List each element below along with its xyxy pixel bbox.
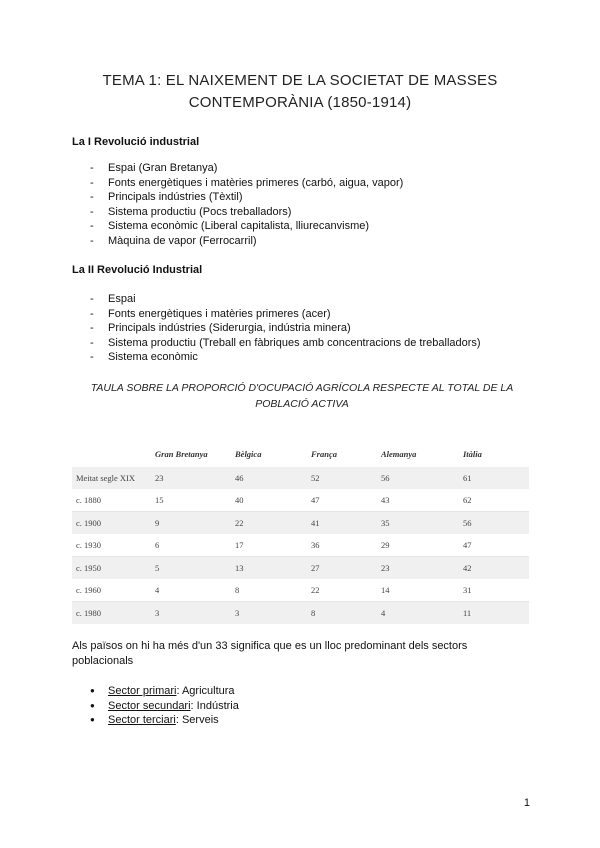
table-header-cell: Alemanya (377, 441, 459, 467)
list-item (90, 713, 239, 728)
table-cell: 43 (377, 489, 459, 512)
list-item: - Principals indústries (Siderurgia, indústria minera) (90, 321, 481, 336)
section-1-list (90, 161, 403, 249)
table-cell: 14 (377, 579, 459, 602)
table-cell: 4 (151, 579, 231, 602)
table-cell: 8 (307, 602, 377, 625)
table-cell: c. 1960 (72, 579, 151, 602)
table-header-cell: Itàlia (459, 441, 529, 467)
table-cell: 40 (231, 489, 307, 512)
list-item: - Fonts energètiques i matèries primeres (acer) (90, 307, 481, 322)
sector-desc: : Serveis (175, 714, 219, 727)
sector-term: Sector primari (108, 685, 177, 697)
sector-list (90, 684, 239, 728)
table-cell: 31 (459, 579, 529, 602)
table-cell: 56 (459, 512, 529, 535)
table-row (72, 579, 529, 602)
table-caption: TAULA SOBRE LA PROPORCIÓ D'OCUPACIÓ AGRÍCOLA RESPECTE AL TOTAL DE LA POBLACIÓ ACTIVA (90, 382, 514, 410)
table-cell: 52 (307, 467, 377, 489)
table-cell: 61 (459, 467, 529, 489)
title-line-2: CONTEMPORÀNIA (1850-1914) (188, 94, 412, 111)
table-cell: c. 1950 (72, 557, 151, 580)
table-cell: 23 (377, 557, 459, 580)
section-2-heading: La II Revolució Industrial (72, 264, 203, 276)
table-cell: c. 1880 (72, 489, 151, 512)
table-cell: 22 (231, 512, 307, 535)
list-item: - Espai (90, 292, 481, 307)
table-header-row (72, 441, 529, 467)
sector-term: Sector terciari (108, 714, 176, 727)
table-header-cell: Bèlgica (231, 441, 307, 467)
table-cell: c. 1930 (72, 534, 151, 557)
list-item: - Sistema productiu (Treball en fàbriques amb concentracions de treballadors) (90, 336, 481, 351)
table-cell: c. 1980 (72, 602, 151, 625)
list-item: - Sistema productiu (Pocs treballadors) (90, 205, 403, 220)
list-item: - Sistema econòmic (Liberal capitalista, lliurecanvisme) (90, 219, 403, 234)
table-cell: 13 (231, 557, 307, 580)
table-cell: Meitat segle XIX (72, 467, 151, 489)
page-title (60, 70, 540, 114)
table-cell: 3 (151, 602, 231, 625)
table-cell: 22 (307, 579, 377, 602)
table-cell: 56 (377, 467, 459, 489)
agricultural-employment-table (72, 441, 529, 624)
sector-desc: : Agricultura (176, 685, 235, 697)
table-header-cell: França (307, 441, 377, 467)
list-item: - Màquina de vapor (Ferrocarril) (90, 234, 403, 249)
list-item: - Principals indústries (Tèxtil) (90, 190, 403, 205)
table-row (72, 534, 529, 557)
table-cell: 62 (459, 489, 529, 512)
table-cell: 42 (459, 557, 529, 580)
table-header-cell: Gran Bretanya (151, 441, 231, 467)
table-cell: 46 (231, 467, 307, 489)
list-item: - Fonts energètiques i matèries primeres (carbó, aigua, vapor) (90, 176, 403, 191)
section-1-heading: La I Revolució industrial (72, 136, 200, 148)
list-item: - Espai (Gran Bretanya) (90, 161, 403, 176)
table-row (72, 489, 529, 512)
table-cell: 5 (151, 557, 231, 580)
sector-term: Sector secundari (108, 699, 191, 712)
section-2-list (90, 292, 481, 365)
table-cell: 11 (459, 602, 529, 625)
table-cell: 4 (377, 602, 459, 625)
table-row (72, 512, 529, 535)
table-cell: 36 (307, 534, 377, 557)
table-row (72, 557, 529, 580)
table-cell: 8 (231, 579, 307, 602)
table-cell: 17 (231, 534, 307, 557)
table-cell: 6 (151, 534, 231, 557)
table-cell: 35 (377, 512, 459, 535)
table-cell: 3 (231, 602, 307, 625)
table-cell: 29 (377, 534, 459, 557)
table-row (72, 602, 529, 625)
table-cell: 9 (151, 512, 231, 535)
table-note: Als països on hi ha més d'un 33 significa que es un lloc predominant dels sectors poblacionals (72, 640, 468, 667)
table-cell: 23 (151, 467, 231, 489)
table-cell: c. 1900 (72, 512, 151, 535)
list-item (90, 684, 239, 699)
table-cell: 47 (307, 489, 377, 512)
sector-desc: : Indústria (190, 699, 239, 712)
table-cell: 47 (459, 534, 529, 557)
page-number: 1 (523, 797, 530, 809)
list-item: - Sistema econòmic (90, 350, 481, 365)
list-item (90, 699, 239, 714)
table-cell: 27 (307, 557, 377, 580)
title-line-1: TEMA 1: EL NAIXEMENT DE LA SOCIETAT DE MASSES (102, 72, 498, 89)
table-cell: 41 (307, 512, 377, 535)
table-cell: 15 (151, 489, 231, 512)
table-row (72, 467, 529, 489)
table-header-cell (72, 441, 151, 467)
